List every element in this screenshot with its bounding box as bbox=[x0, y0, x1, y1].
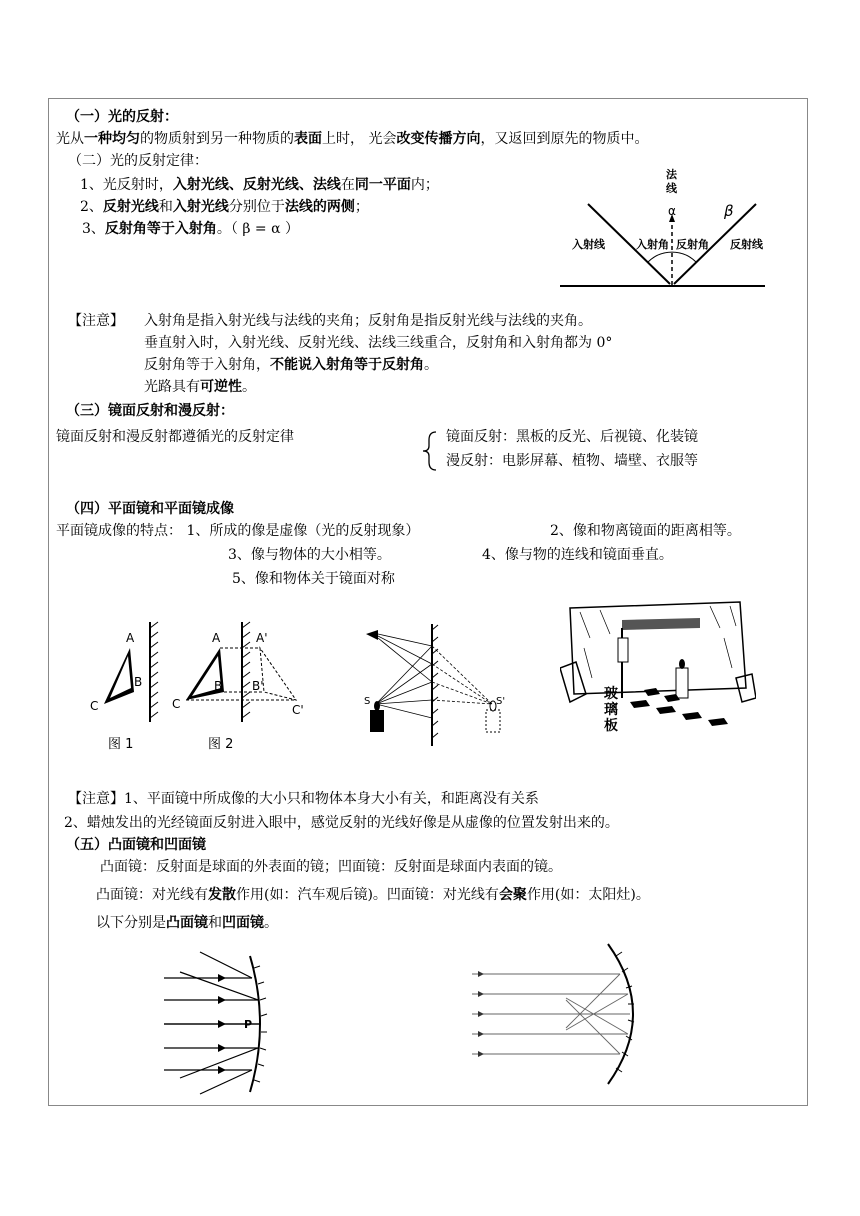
fig1-label-b: B bbox=[134, 675, 143, 689]
glass-plate-label-2: 璃 bbox=[604, 702, 618, 718]
plane-mirror-feature-5: 5、像和物体关于镜面对称 bbox=[232, 571, 395, 587]
concave-mirror-diagram bbox=[462, 940, 652, 1090]
note2-line-2: 2、蜡烛发出的光经镜面反射进入眼中，感觉反射的光线好像是从虚像的位置发射出来的。 bbox=[64, 815, 619, 831]
reflection-law-diagram bbox=[560, 168, 770, 292]
law-item-3: 3、反射角等于入射角。（ β = α ） bbox=[82, 221, 300, 237]
fig2-label-a: A bbox=[212, 631, 221, 645]
brace-icon bbox=[420, 430, 442, 472]
alpha-label: α bbox=[668, 204, 676, 218]
normal-label-1: 法 bbox=[666, 168, 677, 181]
note-line-4: 光路具有可逆性。 bbox=[144, 379, 256, 395]
note2-line-1: 【注意】1、平面镜中所成像的大小只和物体本身大小有关，和距离没有关系 bbox=[68, 791, 539, 807]
curved-mirror-effects: 凸面镜：对光线有发散作用(如：汽车观后镜)。凹面镜：对光线有会聚作用(如：太阳灶)。 bbox=[96, 887, 650, 903]
note-tag: 【注意】 bbox=[68, 313, 124, 329]
reflect-ray-label: 反射线 bbox=[730, 238, 763, 251]
section-heading-curved-mirrors: （五）凸面镜和凹面镜 bbox=[66, 837, 206, 853]
law-item-1: 1、光反射时，入射光线、反射光线、法线在同一平面内； bbox=[80, 177, 439, 193]
incident-angle-label: 入射角 bbox=[636, 238, 669, 251]
convex-mirror-diagram bbox=[160, 948, 282, 1098]
beta-label: β bbox=[724, 202, 734, 220]
convex-point-label: P bbox=[244, 1018, 253, 1031]
fig2-caption: 图 2 bbox=[208, 737, 234, 752]
fig2-label-b-prime: B' bbox=[252, 679, 264, 693]
figure-2-diagram bbox=[168, 618, 314, 756]
glass-plate-label-1: 玻 bbox=[604, 686, 618, 702]
eye-icon bbox=[366, 630, 378, 640]
note-line-1: 入射角是指入射光线与法线的夹角；反射角是指反射光线与法线的夹角。 bbox=[144, 313, 592, 329]
note-line-2: 垂直射入时，入射光线、反射光线、法线三线重合，反射角和入射角都为 0° bbox=[144, 335, 613, 351]
specular-examples: 镜面反射：黑板的反光、后视镜、化装镜 bbox=[446, 429, 698, 445]
fig1-label-a: A bbox=[126, 631, 135, 645]
curved-mirror-intro: 以下分别是凸面镜和凹面镜。 bbox=[96, 915, 278, 931]
plane-mirror-feature-3: 3、像与物体的大小相等。 bbox=[228, 547, 391, 563]
fig1-caption: 图 1 bbox=[108, 737, 134, 752]
section-heading-specular-diffuse: （三）镜面反射和漫反射： bbox=[66, 403, 234, 419]
fig2-label-c: C bbox=[172, 697, 181, 711]
plane-mirror-feature-2: 2、像和物离镜面的距离相等。 bbox=[550, 523, 741, 539]
candle-icon bbox=[370, 710, 384, 732]
law-item-2: 2、反射光线和入射光线分别位于法线的两侧； bbox=[80, 199, 369, 215]
figure-3-ray-diagram bbox=[360, 622, 516, 748]
figure-4-glass-plate-experiment bbox=[560, 598, 756, 738]
section-heading-reflection: （一）光的反射： bbox=[66, 109, 178, 125]
reflection-definition: 光从一种均匀的物质射到另一种物质的表面上时， 光会改变传播方向，又返回到原先的物质中。 bbox=[56, 131, 649, 147]
diffuse-examples: 漫反射：电影屏幕、植物、墙壁、衣服等 bbox=[446, 453, 698, 469]
incident-ray-label: 入射线 bbox=[572, 238, 605, 251]
section-heading-law: （二）光的反射定律： bbox=[68, 153, 208, 169]
fig3-label-s-prime: S' bbox=[496, 696, 506, 707]
fig3-label-s: S bbox=[364, 696, 371, 707]
candle-image-icon bbox=[486, 710, 500, 732]
specular-diffuse-statement: 镜面反射和漫反射都遵循光的反射定律 bbox=[56, 429, 294, 445]
plane-mirror-feature-4: 4、像与物的连线和镜面垂直。 bbox=[482, 547, 673, 563]
fig2-label-a-prime: A' bbox=[256, 631, 268, 645]
fig2-label-c-prime: C' bbox=[292, 703, 304, 717]
curved-mirror-definition: 凸面镜：反射面是球面的外表面的镜；凹面镜：反射面是球面内表面的镜。 bbox=[100, 859, 562, 875]
note-line-3: 反射角等于入射角，不能说入射角等于反射角。 bbox=[144, 357, 438, 373]
normal-label-2: 线 bbox=[666, 182, 677, 195]
glass-plate-label-3: 板 bbox=[604, 718, 618, 734]
reflect-angle-label: 反射角 bbox=[676, 238, 709, 251]
figure-1-diagram bbox=[86, 618, 170, 756]
fig2-label-b: B bbox=[214, 679, 223, 693]
section-heading-plane-mirror: （四）平面镜和平面镜成像 bbox=[66, 501, 234, 517]
plane-mirror-feature-1: 平面镜成像的特点： 1、所成的像是虚像（光的反射现象） bbox=[56, 523, 420, 539]
fig1-label-c: C bbox=[90, 699, 99, 713]
